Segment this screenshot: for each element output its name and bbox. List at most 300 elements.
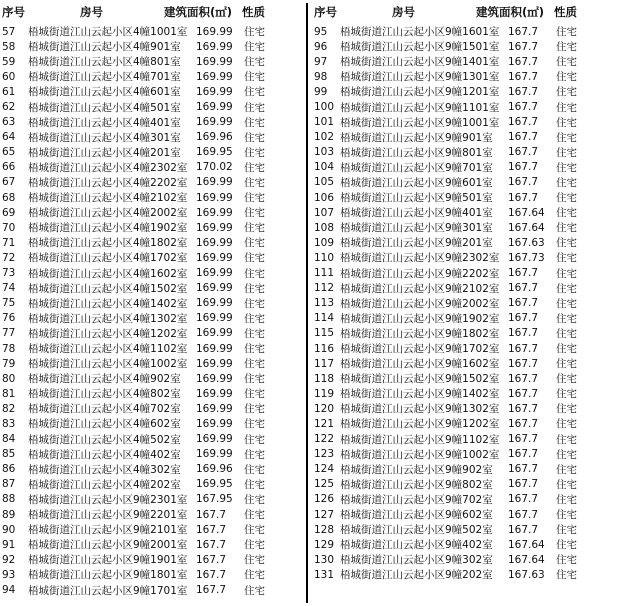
cell-area: 167.95: [196, 493, 233, 506]
cell-no: 90: [2, 523, 16, 536]
cell-use: 住宅: [244, 131, 265, 144]
cell-use: 住宅: [556, 388, 577, 401]
cell-no: 60: [2, 70, 16, 83]
cell-room: 梧城街道江山云起小区9幢2302室: [340, 252, 500, 265]
cell-no: 72: [2, 251, 16, 264]
cell-room: 梧城街道江山云起小区9幢1702室: [340, 343, 500, 356]
table-row: [2, 401, 302, 416]
cell-area: 167.7: [196, 568, 227, 581]
cell-room: 梧城街道江山云起小区9幢1601室: [340, 26, 500, 39]
cell-no: 107: [314, 206, 335, 219]
cell-no: 91: [2, 538, 16, 551]
table-row: [314, 69, 614, 84]
table-row: [314, 341, 614, 356]
cell-room: 梧城街道江山云起小区9幢2102室: [340, 282, 500, 295]
cell-no: 65: [2, 146, 16, 159]
cell-area: 169.99: [196, 221, 233, 234]
cell-use: 住宅: [556, 282, 577, 295]
table-row: [2, 54, 302, 69]
cell-area: 169.99: [196, 387, 233, 400]
cell-use: 住宅: [244, 358, 265, 371]
cell-room: 梧城街道江山云起小区9幢201室: [340, 237, 493, 250]
table-row: [2, 567, 302, 582]
cell-room: 梧城街道江山云起小区4幢202室: [28, 478, 181, 491]
table-row: [2, 220, 302, 235]
cell-area: 169.99: [196, 85, 233, 98]
cell-use: 住宅: [244, 207, 265, 220]
cell-no: 70: [2, 221, 16, 234]
cell-area: 167.7: [508, 101, 539, 114]
cell-no: 59: [2, 55, 16, 68]
cell-no: 97: [314, 55, 328, 68]
cell-no: 125: [314, 478, 335, 491]
table-row: [2, 69, 302, 84]
table-row: [314, 447, 614, 462]
cell-no: 103: [314, 146, 335, 159]
cell-use: 住宅: [556, 71, 577, 84]
cell-use: 住宅: [556, 101, 577, 114]
cell-area: 167.7: [508, 357, 539, 370]
cell-area: 167.7: [508, 508, 539, 521]
cell-area: 167.7: [508, 493, 539, 506]
cell-no: 80: [2, 372, 16, 385]
cell-room: 梧城街道江山云起小区9幢1902室: [340, 312, 500, 325]
table-row: [2, 552, 302, 567]
table-row: [314, 311, 614, 326]
table-row: [314, 462, 614, 477]
cell-use: 住宅: [556, 448, 577, 461]
table-row: [2, 492, 302, 507]
cell-use: 住宅: [244, 388, 265, 401]
cell-no: 119: [314, 387, 335, 400]
cell-no: 98: [314, 70, 328, 83]
cell-area: 167.7: [508, 463, 539, 476]
cell-use: 住宅: [556, 373, 577, 386]
cell-use: 住宅: [244, 418, 265, 431]
cell-use: 住宅: [244, 192, 265, 205]
cell-no: 88: [2, 493, 16, 506]
cell-area: 167.7: [508, 342, 539, 355]
cell-area: 167.63: [508, 236, 545, 249]
cell-use: 住宅: [244, 493, 265, 506]
cell-use: 住宅: [244, 478, 265, 491]
cell-use: 住宅: [244, 86, 265, 99]
cell-use: 住宅: [556, 131, 577, 144]
cell-room: 梧城街道江山云起小区4幢1002室: [28, 358, 188, 371]
cell-no: 105: [314, 176, 335, 189]
cell-area: 169.99: [196, 282, 233, 295]
cell-area: 167.64: [508, 538, 545, 551]
cell-room: 梧城街道江山云起小区9幢1001室: [340, 116, 500, 129]
table-row: [314, 492, 614, 507]
cell-use: 住宅: [244, 146, 265, 159]
cell-room: 梧城街道江山云起小区4幢701室: [28, 71, 181, 84]
cell-room: 梧城街道江山云起小区9幢901室: [340, 131, 493, 144]
cell-room: 梧城街道江山云起小区9幢1002室: [340, 448, 500, 461]
cell-area: 167.7: [508, 282, 539, 295]
cell-area: 169.99: [196, 342, 233, 355]
cell-use: 住宅: [556, 524, 577, 537]
cell-area: 169.99: [196, 372, 233, 385]
cell-area: 167.7: [196, 553, 227, 566]
cell-no: 114: [314, 312, 335, 325]
cell-no: 109: [314, 236, 335, 249]
cell-room: 梧城街道江山云起小区4幢2002室: [28, 207, 188, 220]
cell-use: 住宅: [244, 554, 265, 567]
table-row: [314, 54, 614, 69]
cell-use: 住宅: [244, 509, 265, 522]
header-use: 性质: [242, 5, 265, 19]
cell-room: 梧城街道江山云起小区9幢202室: [340, 569, 493, 582]
cell-use: 住宅: [244, 327, 265, 340]
cell-area: 167.64: [508, 553, 545, 566]
cell-area: 167.7: [508, 161, 539, 174]
table-row: [2, 537, 302, 552]
cell-no: 89: [2, 508, 16, 521]
cell-room: 梧城街道江山云起小区9幢402室: [340, 539, 493, 552]
table-row: [2, 522, 302, 537]
cell-use: 住宅: [556, 418, 577, 431]
table-row: [2, 235, 302, 250]
cell-area: 167.7: [508, 267, 539, 280]
cell-use: 住宅: [556, 569, 577, 582]
cell-area: 169.99: [196, 267, 233, 280]
cell-no: 129: [314, 538, 335, 551]
table-row: [314, 115, 614, 130]
cell-area: 169.95: [196, 146, 233, 159]
cell-use: 住宅: [556, 463, 577, 476]
cell-area: 170.02: [196, 161, 233, 174]
cell-no: 120: [314, 402, 335, 415]
cell-no: 78: [2, 342, 16, 355]
cell-area: 167.7: [508, 55, 539, 68]
cell-area: 167.7: [508, 312, 539, 325]
table-row: [314, 477, 614, 492]
header-no: 序号: [2, 5, 25, 19]
table-row: [2, 386, 302, 401]
cell-no: 111: [314, 267, 335, 280]
cell-area: 167.7: [508, 25, 539, 38]
cell-room: 梧城街道江山云起小区4幢401室: [28, 116, 181, 129]
cell-use: 住宅: [556, 222, 577, 235]
cell-no: 71: [2, 236, 16, 249]
table-row: [314, 567, 614, 582]
header-room: 房号: [80, 5, 103, 19]
cell-area: 167.7: [508, 448, 539, 461]
cell-use: 住宅: [556, 267, 577, 280]
cell-room: 梧城街道江山云起小区4幢1102室: [28, 343, 188, 356]
cell-use: 住宅: [556, 433, 577, 446]
cell-use: 住宅: [244, 176, 265, 189]
cell-no: 104: [314, 161, 335, 174]
cell-use: 住宅: [244, 267, 265, 280]
table-row: [314, 160, 614, 175]
cell-area: 167.7: [508, 387, 539, 400]
cell-no: 87: [2, 478, 16, 491]
cell-no: 102: [314, 131, 335, 144]
cell-room: 梧城街道江山云起小区9幢401室: [340, 207, 493, 220]
cell-use: 住宅: [556, 252, 577, 265]
cell-area: 167.7: [508, 478, 539, 491]
header-room: 房号: [392, 5, 415, 19]
cell-room: 梧城街道江山云起小区4幢2102室: [28, 192, 188, 205]
table-row: [2, 447, 302, 462]
cell-room: 梧城街道江山云起小区9幢1201室: [340, 86, 500, 99]
cell-no: 123: [314, 448, 335, 461]
table-header: [314, 0, 614, 24]
table-row: [2, 416, 302, 431]
table-row: [2, 175, 302, 190]
table-row: [2, 432, 302, 447]
cell-area: 169.99: [196, 101, 233, 114]
table-row: [2, 250, 302, 265]
cell-no: 108: [314, 221, 335, 234]
table-row: [314, 99, 614, 114]
cell-room: 梧城街道江山云起小区9幢1801室: [28, 569, 188, 582]
cell-no: 100: [314, 101, 335, 114]
cell-room: 梧城街道江山云起小区9幢1202室: [340, 418, 500, 431]
table-row: [2, 462, 302, 477]
cell-area: 169.99: [196, 312, 233, 325]
table-row: [314, 39, 614, 54]
cell-area: 167.63: [508, 568, 545, 581]
table-row: [314, 552, 614, 567]
cell-use: 住宅: [556, 478, 577, 491]
cell-no: 110: [314, 251, 335, 264]
table-row: [314, 130, 614, 145]
table-row: [2, 371, 302, 386]
cell-area: 167.7: [508, 70, 539, 83]
cell-no: 127: [314, 508, 335, 521]
cell-room: 梧城街道江山云起小区4幢602室: [28, 418, 181, 431]
cell-room: 梧城街道江山云起小区9幢301室: [340, 222, 493, 235]
cell-room: 梧城街道江山云起小区4幢802室: [28, 388, 181, 401]
header-area: 建筑面积(㎡): [164, 5, 233, 19]
cell-area: 167.7: [196, 538, 227, 551]
cell-no: 131: [314, 568, 335, 581]
cell-no: 81: [2, 387, 16, 400]
cell-no: 128: [314, 523, 335, 536]
table-row: [314, 145, 614, 160]
cell-area: 167.7: [508, 131, 539, 144]
cell-area: 169.99: [196, 206, 233, 219]
cell-no: 85: [2, 448, 16, 461]
cell-no: 93: [2, 568, 16, 581]
table-row: [2, 130, 302, 145]
cell-room: 梧城街道江山云起小区9幢1102室: [340, 433, 500, 446]
cell-use: 住宅: [244, 373, 265, 386]
cell-area: 169.96: [196, 463, 233, 476]
cell-no: 83: [2, 417, 16, 430]
cell-area: 169.99: [196, 357, 233, 370]
cell-use: 住宅: [556, 26, 577, 39]
cell-area: 169.99: [196, 402, 233, 415]
table-row: [314, 507, 614, 522]
table-row: [314, 84, 614, 99]
cell-area: 167.7: [508, 146, 539, 159]
cell-use: 住宅: [556, 539, 577, 552]
table-row: [2, 99, 302, 114]
cell-room: 梧城街道江山云起小区4幢901室: [28, 41, 181, 54]
cell-use: 住宅: [244, 237, 265, 250]
cell-use: 住宅: [556, 116, 577, 129]
cell-no: 124: [314, 463, 335, 476]
cell-area: 169.99: [196, 55, 233, 68]
cell-room: 梧城街道江山云起小区4幢2202室: [28, 176, 188, 189]
cell-use: 住宅: [244, 41, 265, 54]
cell-area: 169.99: [196, 433, 233, 446]
cell-area: 169.99: [196, 191, 233, 204]
cell-room: 梧城街道江山云起小区9幢2201室: [28, 509, 188, 522]
table-row: [2, 311, 302, 326]
cell-area: 169.99: [196, 70, 233, 83]
cell-no: 113: [314, 297, 335, 310]
cell-use: 住宅: [244, 222, 265, 235]
table-row: [314, 371, 614, 386]
cell-area: 169.99: [196, 236, 233, 249]
cell-room: 梧城街道江山云起小区4幢2302室: [28, 161, 188, 174]
cell-no: 106: [314, 191, 335, 204]
cell-area: 169.95: [196, 478, 233, 491]
table-row: [314, 296, 614, 311]
cell-no: 64: [2, 131, 16, 144]
cell-use: 住宅: [244, 252, 265, 265]
cell-no: 84: [2, 433, 16, 446]
cell-no: 116: [314, 342, 335, 355]
cell-use: 住宅: [556, 358, 577, 371]
header-no: 序号: [314, 5, 337, 19]
cell-room: 梧城街道江山云起小区4幢1602室: [28, 267, 188, 280]
cell-no: 117: [314, 357, 335, 370]
cell-area: 167.7: [508, 523, 539, 536]
cell-no: 58: [2, 40, 16, 53]
cell-area: 167.7: [508, 85, 539, 98]
cell-room: 梧城街道江山云起小区9幢702室: [340, 493, 493, 506]
cell-use: 住宅: [556, 403, 577, 416]
table-row: [2, 39, 302, 54]
left-table: [2, 0, 302, 598]
cell-room: 梧城街道江山云起小区4幢1902室: [28, 222, 188, 235]
cell-use: 住宅: [556, 207, 577, 220]
cell-room: 梧城街道江山云起小区9幢1502室: [340, 373, 500, 386]
cell-use: 住宅: [244, 343, 265, 356]
cell-use: 住宅: [556, 312, 577, 325]
cell-room: 梧城街道江山云起小区9幢302室: [340, 554, 493, 567]
cell-use: 住宅: [556, 146, 577, 159]
table-row: [314, 266, 614, 281]
cell-area: 167.7: [508, 191, 539, 204]
cell-no: 95: [314, 25, 328, 38]
cell-room: 梧城街道江山云起小区9幢501室: [340, 192, 493, 205]
cell-use: 住宅: [556, 509, 577, 522]
cell-no: 77: [2, 327, 16, 340]
cell-no: 130: [314, 553, 335, 566]
cell-room: 梧城街道江山云起小区9幢2002室: [340, 297, 500, 310]
table-row: [2, 281, 302, 296]
table-header: [2, 0, 302, 24]
cell-room: 梧城街道江山云起小区9幢701室: [340, 161, 493, 174]
cell-area: 167.64: [508, 206, 545, 219]
cell-room: 梧城街道江山云起小区4幢601室: [28, 86, 181, 99]
cell-room: 梧城街道江山云起小区4幢902室: [28, 373, 181, 386]
cell-no: 112: [314, 282, 335, 295]
header-use: 性质: [554, 5, 577, 19]
cell-use: 住宅: [556, 176, 577, 189]
cell-use: 住宅: [244, 56, 265, 69]
cell-area: 167.7: [508, 417, 539, 430]
table-row: [314, 401, 614, 416]
cell-room: 梧城街道江山云起小区9幢1501室: [340, 41, 500, 54]
cell-use: 住宅: [556, 56, 577, 69]
cell-no: 115: [314, 327, 335, 340]
cell-room: 梧城街道江山云起小区4幢301室: [28, 131, 181, 144]
cell-no: 126: [314, 493, 335, 506]
table-row: [2, 477, 302, 492]
table-row: [314, 250, 614, 265]
cell-room: 梧城街道江山云起小区4幢1302室: [28, 312, 188, 325]
cell-no: 94: [2, 584, 16, 597]
cell-room: 梧城街道江山云起小区4幢501室: [28, 101, 181, 114]
cell-use: 住宅: [244, 569, 265, 582]
cell-area: 169.99: [196, 40, 233, 53]
cell-use: 住宅: [556, 237, 577, 250]
table-row: [314, 386, 614, 401]
cell-no: 121: [314, 417, 335, 430]
cell-area: 167.7: [196, 584, 227, 597]
cell-no: 62: [2, 101, 16, 114]
cell-no: 82: [2, 402, 16, 415]
cell-room: 梧城街道江山云起小区9幢2202室: [340, 267, 500, 280]
cell-no: 79: [2, 357, 16, 370]
right-table: [314, 0, 614, 582]
cell-no: 75: [2, 297, 16, 310]
cell-area: 169.99: [196, 327, 233, 340]
cell-room: 梧城街道江山云起小区9幢1802室: [340, 327, 500, 340]
table-row: [314, 432, 614, 447]
cell-use: 住宅: [244, 101, 265, 114]
cell-room: 梧城街道江山云起小区9幢1301室: [340, 71, 500, 84]
cell-area: 167.7: [508, 402, 539, 415]
cell-room: 梧城街道江山云起小区9幢502室: [340, 524, 493, 537]
cell-room: 梧城街道江山云起小区9幢1101室: [340, 101, 500, 114]
table-row: [2, 24, 302, 39]
table-row: [2, 326, 302, 341]
cell-area: 167.7: [508, 40, 539, 53]
cell-room: 梧城街道江山云起小区9幢602室: [340, 509, 493, 522]
cell-room: 梧城街道江山云起小区9幢1602室: [340, 358, 500, 371]
table-row: [314, 205, 614, 220]
cell-use: 住宅: [244, 26, 265, 39]
table-row: [314, 522, 614, 537]
cell-use: 住宅: [556, 161, 577, 174]
table-row: [314, 190, 614, 205]
cell-room: 梧城街道江山云起小区9幢1302室: [340, 403, 500, 416]
cell-use: 住宅: [244, 297, 265, 310]
cell-area: 167.7: [508, 297, 539, 310]
cell-use: 住宅: [244, 161, 265, 174]
cell-room: 梧城街道江山云起小区9幢1402室: [340, 388, 500, 401]
cell-use: 住宅: [556, 554, 577, 567]
cell-room: 梧城街道江山云起小区9幢2301室: [28, 493, 188, 506]
cell-room: 梧城街道江山云起小区4幢502室: [28, 433, 181, 446]
cell-area: 169.99: [196, 176, 233, 189]
cell-no: 96: [314, 40, 328, 53]
cell-room: 梧城街道江山云起小区9幢1901室: [28, 554, 188, 567]
table-row: [314, 220, 614, 235]
cell-use: 住宅: [244, 312, 265, 325]
cell-room: 梧城街道江山云起小区9幢1701室: [28, 584, 188, 597]
cell-area: 169.99: [196, 251, 233, 264]
